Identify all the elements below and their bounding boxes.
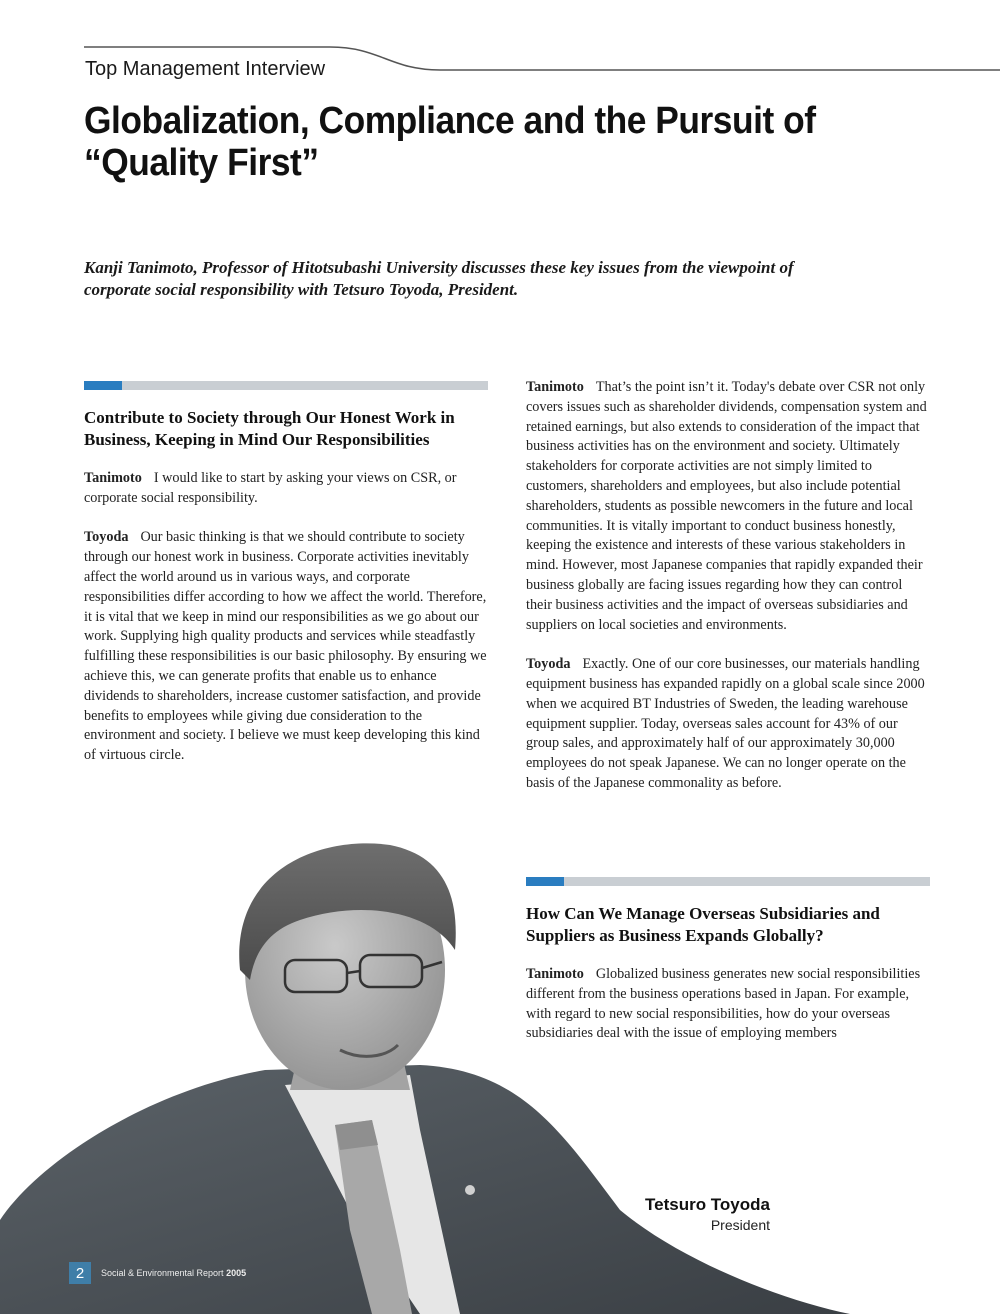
caption-role: President	[710, 1217, 770, 1233]
page-footer	[69, 1262, 246, 1284]
page-number: 2	[69, 1262, 91, 1284]
speaker-name: Tanimoto	[84, 470, 142, 486]
intro-text	[84, 257, 884, 301]
right-column-top	[526, 378, 930, 814]
speaker-name: Toyoda	[84, 529, 129, 546]
speaker-name: Toyoda	[526, 656, 571, 673]
section-rule	[84, 381, 488, 390]
intro-line-2: corporate social responsibility with Tetsuro Toyoda, President.	[84, 280, 519, 299]
page-title-line-2: “Quality First”	[84, 142, 319, 184]
section-heading-line-1: Contribute to Society through Our Honest Work in	[84, 408, 455, 427]
section-heading-line-2: Business, Keeping in Mind Our Responsibilities	[84, 430, 430, 449]
report-name	[101, 1268, 246, 1278]
speaker-name: Tanimoto	[526, 379, 584, 395]
report-year: 2005	[226, 1268, 247, 1278]
section-rule-accent	[84, 381, 122, 390]
intro-line-1: Kanji Tanimoto, Professor of Hitotsubashi University discusses these key issues from the viewpoint of	[84, 258, 794, 277]
caption-name: Tetsuro Toyoda	[645, 1195, 770, 1214]
paragraph-text: Exactly. One of our core businesses, our materials handling equipment business has expanded rapidly on a global scale since 2000 when we acquired BT Industries of Sweden, the leading warehouse equipment supplier. Today, overseas sales account for 43% of our group sales, and approximately half of our approximately 30,000 employees do not speak Japanese. We can no longer operate on the basis of the Japanese commonality as before.	[526, 656, 925, 791]
section-heading-line-1: How Can We Manage Overseas Subsidiaries and	[526, 904, 880, 923]
section-heading-line-2: Suppliers as Business Expands Globally?	[526, 926, 824, 945]
page-title	[84, 100, 828, 184]
president-portrait-photo	[0, 830, 850, 1314]
speaker-name: Tanimoto	[526, 966, 584, 982]
paragraph-text: Our basic thinking is that we should contribute to society through our honest work in business. Corporate activities inevitably affect the world around us in various ways, and corporate responsibilities differ according to how we affect the world. Therefore, it is vital that we keep in mind our responsibilities as we go about our work. Supplying high quality products and services while steadfastly fulfilling these responsibilities is our basic philosophy. By ensuring we achieve this, we can generate profits that enable us to enhance dividends to shareholders, increase customer satisfaction, and provide benefits to employees while giving due consideration to the environment and society. I believe we must keep developing this kind of virtuous circle.	[84, 529, 487, 764]
report-name-text: Social & Environmental Report	[101, 1268, 224, 1278]
paragraph-text: Globalized business generates new social responsibilities different from the business operations based in Japan. For example, with regard to new social responsibilities, how do your overseas subsidiaries deal with the issue of employing members	[526, 966, 921, 1042]
left-column	[84, 381, 488, 786]
paragraph-text: I would like to start by asking your views on CSR, or corporate social responsibility.	[84, 470, 457, 506]
portrait-caption	[645, 1195, 770, 1233]
section-heading-contribute	[84, 407, 488, 451]
interview-paragraph	[526, 655, 930, 794]
section-label: Top Management Interview	[85, 58, 326, 80]
interview-paragraph	[526, 378, 930, 635]
page-title-line-1: Globalization, Compliance and the Pursuit of	[84, 100, 816, 142]
paragraph-text: That’s the point isn’t it. Today's debate over CSR not only covers issues such as shareholder dividends, compensation system and retained earnings, but also extends to consideration of the impact that business activities has on the environment and society. Ultimately stakeholders for corporate activities are not simply limited to customers, shareholders and employees, but also include potential shareholders, students as possible newcomers in the future and local communities. It is vitally important to conduct business honestly, keeping the existence and interests of these various stakeholders in mind. However, most Japanese companies that rapidly expanded their business globally are facing issues regarding how they can control their business activities and the impact of overseas subsidiaries and suppliers on local societies and environments.	[526, 379, 927, 633]
interview-paragraph	[84, 528, 488, 766]
interview-paragraph	[84, 469, 488, 509]
